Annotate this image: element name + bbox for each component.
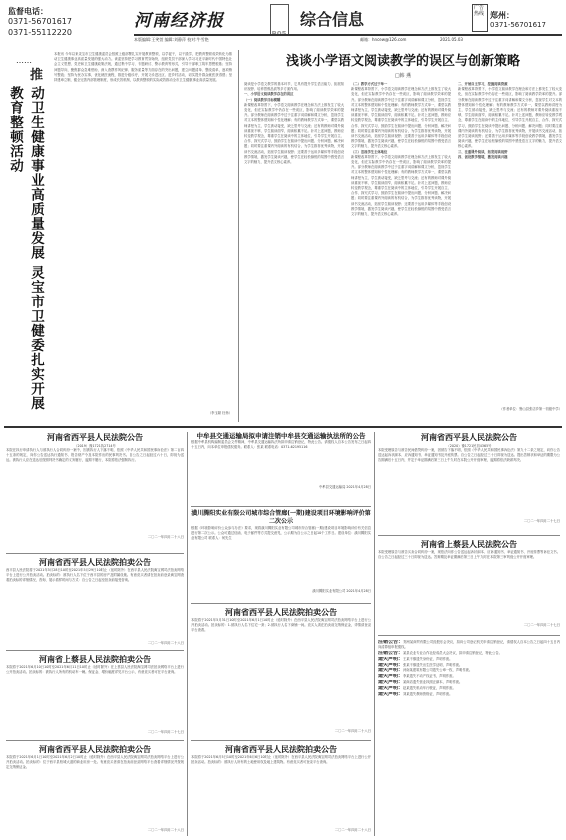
classified-label: 遗失声明： bbox=[378, 691, 404, 697]
article-body-2: 新课程改革背景下，小学语文阅读教学在理念和方法上都发生了较大变化，但在实际教学中仍存在一些误区，影响了阅读教学效率的提升。部分教师在阅读教学中过于注重字词讲解和课文分析，忽视学生对文本的整体感知和个性化理解；有的教师教学方式单一，课堂以教师讲授为主，学生被动接受，缺乏思考与交流；还有的教师对课外阅读重视不够，学生阅读面窄，阅读积累不足。针对上述问题，教师应转变教学观念，尊重学生在阅读中的主体地位，引导学生开展自主、合作、探究式学习，鼓励学生在阅读中提出问题、分析问题、解决问题；同时要注重课内外阅读的有机结合，为学生推荐优秀读物，开展读书交流活动，拓宽学生阅读视野；还要善于运用多媒体等手段创设教学情境，激发学生阅读兴趣，使学生在轻松愉悦的氛围中感受语言文字的魅力，提升语文核心素养。 bbox=[351, 87, 451, 149]
supervision-label: 监督电话： bbox=[8, 7, 48, 16]
notice-divider bbox=[191, 740, 371, 741]
notice-6 bbox=[191, 510, 371, 600]
notice-body: 西平县人民法院将于2021年5月28日10时至2021年5月29日10时止（延时除外）在西平县人民法院淘宝网司法拍卖网络平台上进行公开拍卖活动。拍卖标的：被执行人名下位于西平县的房产及附属设施。有意竞买者请在拍卖前登录淘宝网查看拍卖标的详细情况，咨询、展示看样时间与方式：自公告之日起至拍卖前接受咨询。 bbox=[6, 568, 184, 583]
ad-phone: 0371-56701617 bbox=[490, 21, 546, 29]
classified-label: 遗失声明： bbox=[378, 668, 404, 674]
classified-text: 刘某遗失教师资格证，声明作废。 bbox=[403, 691, 453, 696]
notice-7 bbox=[191, 607, 371, 737]
notice-divider bbox=[191, 506, 371, 507]
classified-text: 某县农业专业合作社经成员大会决议，拟申请注销登记，特此公告。 bbox=[403, 651, 502, 655]
notice-sign: 二〇二一年四月二十七日 bbox=[523, 623, 560, 627]
classified-item bbox=[378, 680, 560, 685]
notice-sign: 中牟县交通运输局 2021年4月28日 bbox=[319, 485, 371, 489]
header bbox=[0, 0, 566, 44]
masthead-logo: 河南经济报 bbox=[134, 11, 224, 31]
notice-sign: 二〇二一年四月二十八日 bbox=[334, 729, 371, 733]
notice-9 bbox=[378, 432, 560, 532]
article-subheading-1: （一）阅读教学目标模糊 bbox=[244, 97, 281, 102]
ad-hotline-label: 广告热线 bbox=[474, 5, 485, 17]
feature-story bbox=[0, 50, 236, 422]
notice-10 bbox=[378, 539, 560, 631]
editor-line: 本版编辑:王笑萱 编辑:刘静萍 校对:牛雪艳 bbox=[134, 37, 209, 42]
article-affiliation: （作者单位：鲁山县张店乡第一初级中学） bbox=[499, 407, 562, 411]
classified-label: 遗失声明： bbox=[378, 674, 404, 680]
section-title: 综合信息 bbox=[300, 10, 365, 29]
issue-date: 2021.05.03 bbox=[440, 37, 463, 42]
article-col-3 bbox=[458, 82, 562, 402]
classified-label: 遗失声明： bbox=[378, 662, 404, 668]
article-subheading-2: （二）教学方式过于单一 bbox=[351, 82, 388, 86]
ad-city: 郑州： bbox=[490, 11, 514, 20]
feature-bullet: 推 bbox=[30, 68, 44, 83]
notice-sign: 二〇二一年四月二十八日 bbox=[147, 641, 184, 645]
notice-title: 中牟县交通运输局拟申请注销中牟县交通运输执法所的公告 bbox=[196, 432, 366, 440]
notices-right-col bbox=[378, 432, 560, 836]
classified-label: 注销公告： bbox=[378, 651, 404, 656]
classified-item bbox=[378, 663, 560, 668]
classified-label: 遗失声明： bbox=[378, 679, 404, 685]
column-divider bbox=[187, 432, 188, 836]
notice-case: （2020）豫1721民初4365号 bbox=[446, 444, 492, 448]
classified-text: 王某不慎遗失身份证，声明作废。 bbox=[403, 656, 453, 661]
notice-sign: 二〇二一年四月二十八日 bbox=[147, 535, 184, 539]
column-divider bbox=[238, 50, 239, 422]
classified-text: 郑州某商贸有限公司经股东会决议，拟向公司登记机关申请注销登记，请债权人自本公告之日起四十五日内向清算组申报债权。 bbox=[378, 640, 560, 650]
notice-1 bbox=[6, 432, 184, 550]
notice-body: 本院受理原告与被告买卖合同纠纷一案，现依法向你公告送达起诉状副本、应诉通知书、举证通知书、开庭传票等诉讼文书。自公告之日起经过三十日即视为送达。答辩期及举证期满后第三日上午九时在本院第三审判庭公开开庭审理。 bbox=[378, 550, 560, 560]
article-col-1 bbox=[244, 82, 344, 418]
notice-sign: 二〇二一年四月二十八日 bbox=[334, 828, 371, 832]
notice-body: 本院在执行申请执行人与被执行人合同纠纷一案中，因被执行人下落不明，依照《中华人民共和国民事诉讼法》第二百四十五条的规定，向你公告送达执行通知书、报告财产令及本院作出的民事判决书。自公告之日起经过六十日，即视为送达。被执行人应在送达后按照判决书确定的义务履行，逾期不履行，本院将依法强制执行。 bbox=[6, 448, 184, 463]
classified-text: 某商店遗失营业执照正副本，声明作废。 bbox=[403, 679, 463, 684]
notices-mid-col bbox=[191, 432, 371, 836]
notice-divider bbox=[6, 553, 184, 554]
supervision-phone-2: 0371-55112220 bbox=[8, 28, 72, 37]
classified-item bbox=[378, 692, 560, 697]
classified-ads bbox=[378, 640, 560, 834]
article-title: 浅谈小学语文阅读教学的误区与创新策略 bbox=[285, 54, 520, 69]
notice-body: 本院将于2021年6月1日10时至2021年6月2日10时止（延时除外）在西平县人民法院淘宝网司法拍卖网络平台上进行公开拍卖活动。拍卖标的：位于西平县柏城大道的商业用房一处。有意竞买者请在拍卖前登录网络平台查看详细情况并按规定交纳保证金。 bbox=[6, 755, 184, 770]
notice-sign: 潢川腾阳实业有限公司 2021年4月28日 bbox=[312, 589, 371, 593]
notice-title: 河南省上蔡县人民法院公告 bbox=[421, 540, 517, 549]
notice-title: 潢川腾阳实业有限公司城市综合管廊(一期)建设项目环境影响评价第二次公示 bbox=[191, 510, 371, 525]
feature-headline: 动卫生健康事业高质量发展 灵宝市卫健委扎实开展教育整顿活动 bbox=[7, 86, 44, 411]
header-rule bbox=[134, 34, 562, 36]
classified-item bbox=[378, 686, 560, 691]
notice-sign: 二〇二一年四月二十七日 bbox=[523, 519, 560, 523]
classified-item bbox=[378, 657, 560, 662]
classified-label: 注销公告： bbox=[378, 640, 404, 645]
article-body-1: 新课程改革背景下，小学语文阅读教学在理念和方法上都发生了较大变化，但在实际教学中仍存在一些误区，影响了阅读教学效率的提升。部分教师在阅读教学中过于注重字词讲解和课文分析，忽视学生对文本的整体感知和个性化理解；有的教师教学方式单一，课堂以教师讲授为主，学生被动接受，缺乏思考与交流；还有的教师对课外阅读重视不够，学生阅读面窄，阅读积累不足。针对上述问题，教师应转变教学观念，尊重学生在阅读中的主体地位，引导学生开展自主、合作、探究式学习，鼓励学生在阅读中提出问题、分析问题、解决问题；同时要注重课内外阅读的有机结合，为学生推荐优秀读物，开展读书交流活动，拓宽学生阅读视野；还要善于运用多媒体等手段创设教学情境，激发学生阅读兴趣，使学生在轻松愉悦的氛围中感受语言文字的魅力，提升语文核心素养。 bbox=[244, 102, 344, 165]
classified-text: 河南某建筑有限公司遗失公章一枚，声明作废。 bbox=[403, 668, 473, 673]
notice-2 bbox=[6, 557, 184, 647]
notice-divider bbox=[191, 603, 371, 604]
article-col-2 bbox=[351, 82, 451, 418]
classified-text: 张某不慎遗失出生医学证明，声明作废。 bbox=[403, 662, 463, 667]
article-author: □韩 燕 bbox=[394, 73, 412, 79]
notice-title: 河南省西平县人民法院公告 bbox=[47, 433, 143, 442]
feature-body: 本报讯 今年以来灵宝市卫生健康委员会按照上级部署扎实开展教育整顿，以学促干，以干践学，把教育整顿成效转化为推动卫生健康事业高质量发展的强大动力。该委坚持把学习教育贯穿始终，组织党员干部深入学习习近平新时代中国特色社会主义思想、党史和卫生健康政策法规，通过集中学习、专题研讨、警示教育等形式，引导干部职工筑牢思想根基；坚持问题导向，聚焦群众急难愁盼，深入查摆作风纪律、服务质量等方面存在的突出问题，建立问题清单、整改清单，逐项销号整改；坚持为民办实事，优化就医流程，推进分级诊疗，开展义诊进社区、进乡村活动，切实提升群众就医获得感；坚持建章立制，健全完善内部管理制度，形成长效机制，以教育整顿的实际成效推动全市卫生健康事业高质量发展。 bbox=[54, 52, 232, 83]
classified-text: 赵某遗失机动车行驶证，声明作废。 bbox=[403, 685, 456, 690]
notice-title: 河南省西平县人民法院拍卖公告 bbox=[225, 745, 337, 754]
notices-rule bbox=[4, 426, 562, 428]
notice-sign: 二〇二一年四月二十七日 bbox=[147, 730, 184, 734]
email: 邮箱：hncew@126.com bbox=[360, 37, 407, 42]
supervision-phone-1: 0371-56701617 bbox=[8, 17, 72, 26]
notice-body: 本院将于2021年6月5日10时至2021年6月6日10时止（延时除外）在西平县人民法院淘宝网司法拍卖网络平台上进行公开拍卖活动。拍卖标的：被执行人所有的土地使用权及地上建筑物。有意竞买者可登录平台查询。 bbox=[191, 755, 371, 765]
notice-body: 根据《环境影响评价公众参与办法》要求，现将潢川腾阳实业有限公司城市综合管廊(一期)建设项目环境影响评价有关信息进行第二次公示。公众可通过信函、电子邮件等方式提交意见，公示期为自公示之日起10个工作日。建设单位：潢川腾阳实业有限公司 联系人：何先生 bbox=[191, 526, 371, 541]
notice-title: 河南省西平县人民法院拍卖公告 bbox=[225, 608, 337, 617]
feature-dots: …… bbox=[16, 56, 32, 65]
notice-sign: 二〇二一年四月二十八日 bbox=[147, 828, 184, 832]
notice-8 bbox=[191, 744, 371, 834]
notice-5 bbox=[191, 432, 371, 504]
feature-author: （李玉颖 杜杨） bbox=[207, 411, 232, 415]
notice-title: 河南省上蔡县人民法院拍卖公告 bbox=[39, 655, 151, 664]
article-intro: 阅读是小学语文教学的基本环节，它具有提升学生语言能力、拓展知识视野、培养思维品质等多方面作用。 bbox=[244, 82, 344, 92]
notice-3 bbox=[6, 654, 184, 736]
notice-title: 河南省西平县人民法院公告 bbox=[421, 433, 517, 442]
column-divider bbox=[374, 432, 375, 836]
classified-item bbox=[378, 651, 560, 656]
article-body-3: 新课程改革背景下，小学语文阅读教学在理念和方法上都发生了较大变化，但在实际教学中仍存在一些误区，影响了阅读教学效率的提升。部分教师在阅读教学中过于注重字词讲解和课文分析，忽视学生对文本的整体感知和个性化理解；有的教师教学方式单一，课堂以教师讲授为主，学生被动接受，缺乏思考与交流；还有的教师对课外阅读重视不够，学生阅读面窄，阅读积累不足。针对上述问题，教师应转变教学观念，尊重学生在阅读中的主体地位，引导学生开展自主、合作、探究式学习，鼓励学生在阅读中提出问题、分析问题、解决问题；同时要注重课内外阅读的有机结合，为学生推荐优秀读物，开展读书交流活动，拓宽学生阅读视野；还要善于运用多媒体等手段创设教学情境，激发学生阅读兴趣，使学生在轻松愉悦的氛围中感受语言文字的魅力，提升语文核心素养。 bbox=[458, 87, 562, 149]
notice-body: 本院受理原告与被告民间借贷纠纷一案，因被告下落不明，依照《中华人民共和国民事诉讼法》第九十二条之规定，向你公告送达起诉状副本、应诉通知书、举证通知书及开庭传票。自公告之日起经过三十日即视为送达。提出答辩状和举证的期限为公告期满后十五日内，并定于举证期满后第三日上午九时在本院公开开庭审理，逾期将依法缺席判决。 bbox=[378, 448, 560, 463]
notice-divider bbox=[6, 740, 184, 741]
classified-item bbox=[378, 668, 560, 673]
article-heading-2: 二、开展自主学习，挖掘阅读资源 bbox=[458, 82, 508, 86]
classified-label: 遗失声明： bbox=[378, 656, 404, 662]
classified-item bbox=[378, 674, 560, 679]
notice-body: 本院将于2021年5月31日10时至2021年6月1日10时止（延时除外）在西平县人民法院淘宝网司法拍卖网络平台上进行公开拍卖活动。拍卖标的：1.被执行人名下住宅一套；2.被执行人名下商铺一间。竞买人须在拍卖前交纳保证金，详情请登录平台查看。 bbox=[191, 618, 371, 633]
article-heading-1: 一、小学语文阅读教学存在的误区 bbox=[244, 92, 294, 97]
classified-label: 遗失声明： bbox=[378, 685, 404, 691]
notice-case: （2019）豫1721执2714号 bbox=[74, 444, 116, 448]
notice-body: 本院将于2021年6月10日10时至2021年6月11日10时止（延时除外）在上蔡县人民法院淘宝网司法拍卖网络平台上进行公开拍卖活动。拍卖标的：被执行人所有的机动车一辆。保证金、增价幅度详见平台公示，有意竞买者可在平台查询。 bbox=[6, 665, 184, 675]
article-subheading-3: （三）忽视学生主体地位 bbox=[351, 149, 388, 154]
article-heading-4: 四、创设教学情境，激发阅读兴趣 bbox=[458, 154, 508, 159]
notice-title: 河南省西平县人民法院拍卖公告 bbox=[39, 745, 151, 754]
notices-left-col bbox=[6, 432, 184, 836]
notice-divider bbox=[6, 650, 184, 651]
notice-4 bbox=[6, 744, 184, 834]
classified-text: 李某遗失不动产权证书，声明作废。 bbox=[403, 674, 456, 679]
article-heading-3: 三、注重课外阅读，拓宽阅读视野 bbox=[458, 149, 508, 154]
notice-title: 河南省西平县人民法院拍卖公告 bbox=[39, 558, 151, 567]
classified-item bbox=[378, 640, 560, 650]
main-article bbox=[244, 50, 562, 422]
article-body-2b: 新课程改革背景下，小学语文阅读教学在理念和方法上都发生了较大变化，但在实际教学中仍存在一些误区，影响了阅读教学效率的提升。部分教师在阅读教学中过于注重字词讲解和课文分析，忽视学生对文本的整体感知和个性化理解；有的教师教学方式单一，课堂以教师讲授为主，学生被动接受，缺乏思考与交流；还有的教师对课外阅读重视不够，学生阅读面窄，阅读积累不足。针对上述问题，教师应转变教学观念，尊重学生在阅读中的主体地位，引导学生开展自主、合作、探究式学习，鼓励学生在阅读中提出问题、分析问题、解决问题；同时要注重课内外阅读的有机结合，为学生推荐优秀读物，开展读书交流活动，拓宽学生阅读视野；还要善于运用多媒体等手段创设教学情境，激发学生阅读兴趣，使学生在轻松愉悦的氛围中感受语言文字的魅力，提升语文核心素养。 bbox=[351, 154, 451, 217]
notice-divider bbox=[378, 635, 560, 636]
notice-body: 根据中牟县机构编制委员会文件精神，中牟县交通运输执法所拟申请注销登记，特此公告。请债权人自本公告发布之日起四十五日内，向本单位申报债权债务。联系人：张某 联系电话：0371-62195116 bbox=[191, 440, 371, 450]
notice-divider bbox=[378, 535, 560, 536]
